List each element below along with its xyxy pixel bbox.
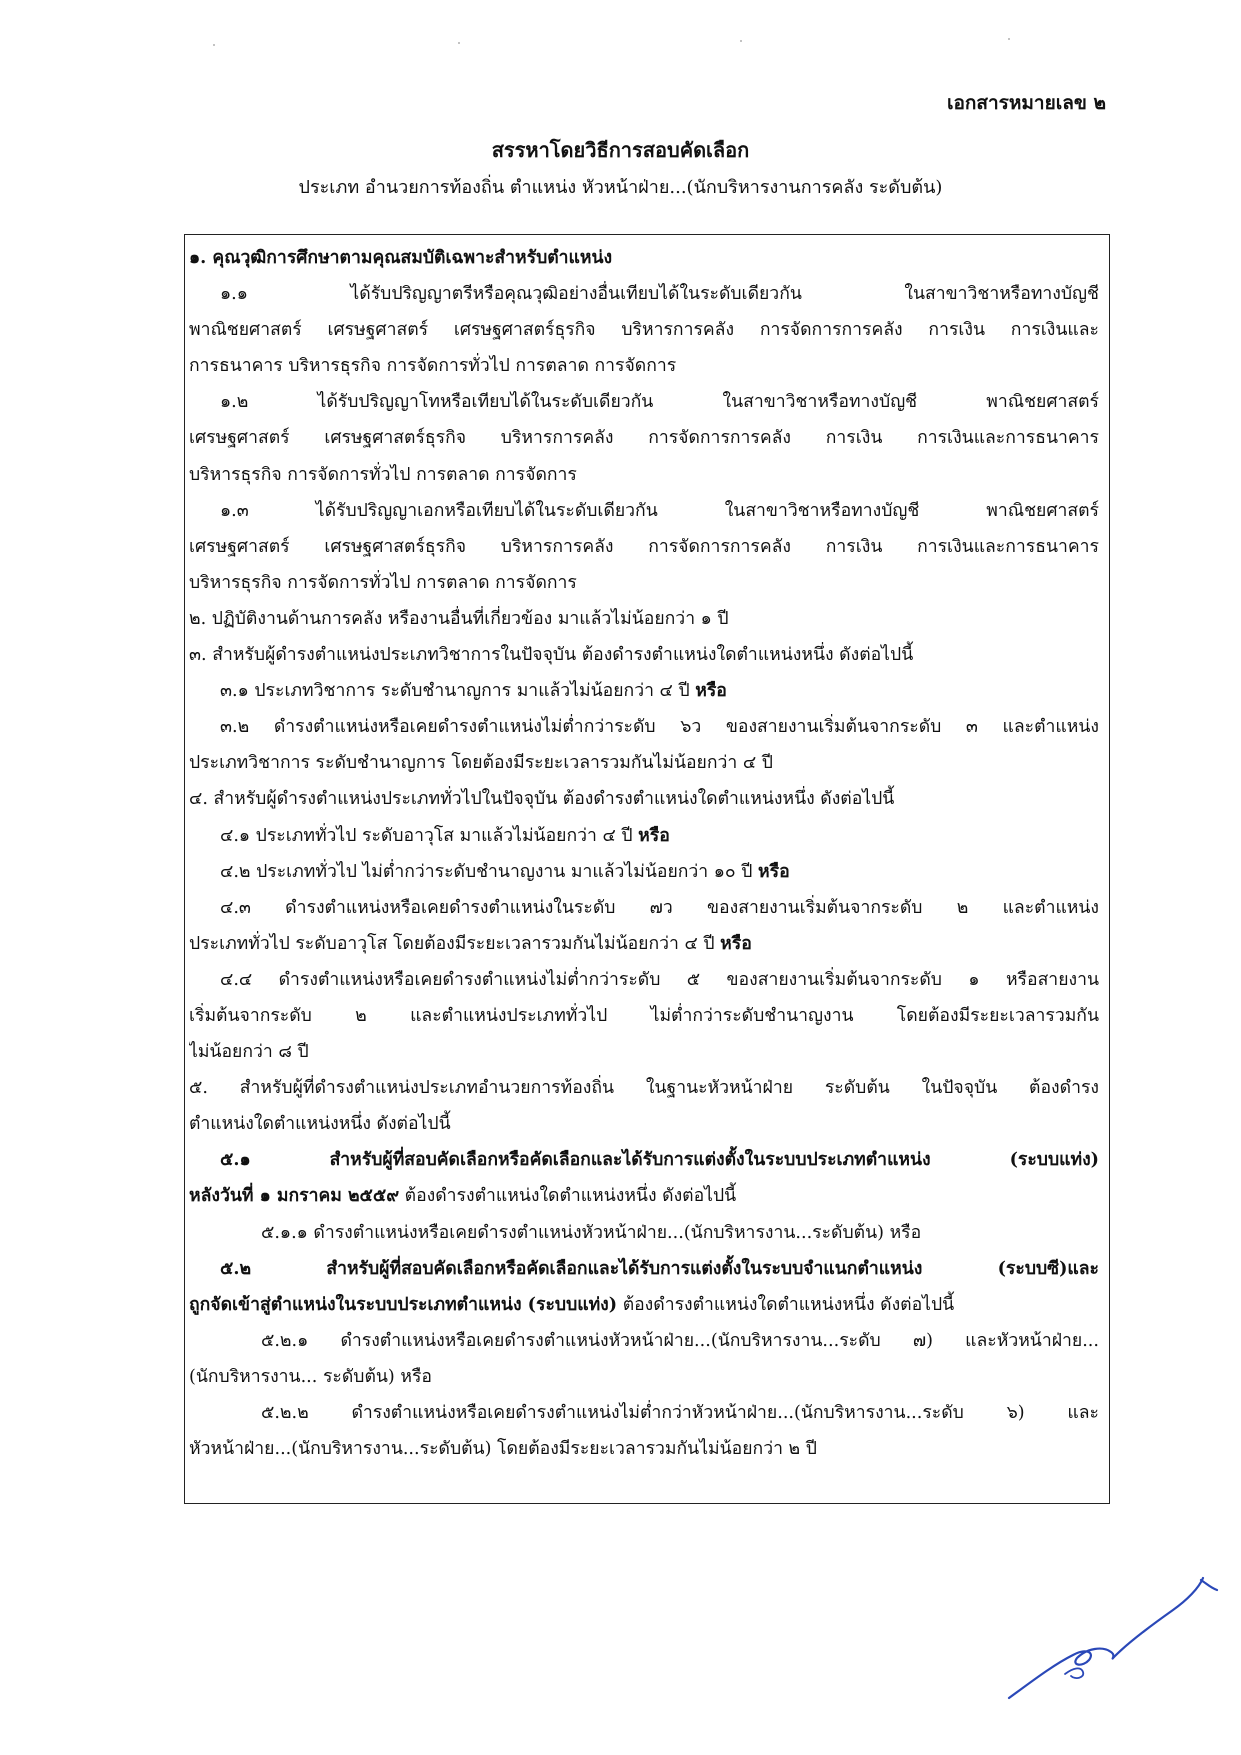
item-4-4-line-3: ไม่น้อยกว่า ๘ ปี: [189, 1042, 309, 1063]
item-1-2-line-2: เศรษฐศาสตร์ เศรษฐศาสตร์ธุรกิจ บริหารการคลัง การจัดการการคลัง การเงิน การเงินและการธนาคาร: [189, 428, 1099, 449]
section-2: ๒. ปฏิบัติงานด้านการคลัง หรืองานอื่นที่เกี่ยวข้อง มาแล้วไม่น้อยกว่า ๑ ปี: [189, 608, 729, 629]
item-5-2-1-line-2: (นักบริหารงาน... ระดับต้น) หรือ: [189, 1366, 432, 1387]
page-title: สรรหาโดยวิธีการสอบคัดเลือก: [491, 138, 750, 162]
qualification-list: [189, 240, 1099, 1467]
section-3-heading: ๓. สำหรับผู้ดำรงตำแหน่งประเภทวิชาการในปัจจุบัน ต้องดำรงตำแหน่งใดตำแหน่งหนึ่ง ดังต่อไปนี้: [189, 645, 914, 666]
or-keyword: หรือ: [720, 932, 752, 954]
item-4-3-line-1: ๔.๓ ดำรงตำแหน่งหรือเคยดำรงตำแหน่งในระดับ ๗ว ของสายงานเริ่มต้นจากระดับ ๒ และตำแหน่ง: [220, 897, 1099, 918]
item-5-1-1: ๕.๑.๑ ดำรงตำแหน่งหรือเคยดำรงตำแหน่งหัวหน้าฝ่าย...(นักบริหารงาน...ระดับต้น) หรือ: [261, 1222, 922, 1243]
item-3-1: ๓.๑ ประเภทวิชาการ ระดับชำนาญการ มาแล้วไม่น้อยกว่า ๔ ปี หรือ: [220, 680, 727, 702]
item-1-1-line-3: การธนาคาร บริหารธุรกิจ การจัดการทั่วไป การตลาด การจัดการ: [189, 356, 677, 377]
item-5-2-1-line-1: ๕.๒.๑ ดำรงตำแหน่งหรือเคยดำรงตำแหน่งหัวหน้าฝ่าย...(นักบริหารงาน...ระดับ ๗) และหัวหน้าฝ่าย...: [261, 1330, 1099, 1351]
item-5-1-line-2: หลังวันที่ ๑ มกราคม ๒๕๕๙ ต้องดำรงตำแหน่งใดตำแหน่งหนึ่ง ดังต่อไปนี้: [189, 1185, 737, 1207]
item-1-2-line-3: บริหารธุรกิจ การจัดการทั่วไป การตลาด การจัดการ: [189, 464, 577, 485]
item-1-3-line-2: เศรษฐศาสตร์ เศรษฐศาสตร์ธุรกิจ บริหารการคลัง การจัดการการคลัง การเงิน การเงินและการธนาคาร: [189, 536, 1099, 557]
page-subtitle: ประเภท อำนวยการท้องถิ่น ตำแหน่ง หัวหน้าฝ่าย...(นักบริหารงานการคลัง ระดับต้น): [298, 177, 943, 198]
item-5-2-line-2: ถูกจัดเข้าสู่ตำแหน่งในระบบประเภทตำแหน่ง (ระบบแท่ง) ต้องดำรงตำแหน่งใดตำแหน่งหนึ่ง ดังต่อไปนี้: [189, 1293, 955, 1315]
item-1-1-line-2: พาณิชยศาสตร์ เศรษฐศาสตร์ เศรษฐศาสตร์ธุรกิจ บริหารการคลัง การจัดการการคลัง การเงิน การเงินและ: [189, 320, 1099, 341]
section-5-heading-line-1: ๕. สำหรับผู้ที่ดำรงตำแหน่งประเภทอำนวยการท้องถิ่น ในฐานะหัวหน้าฝ่าย ระดับต้น ในปัจจุบัน ต้องดำรง: [189, 1078, 1099, 1099]
item-3-2-line-2: ประเภทวิชาการ ระดับชำนาญการ โดยต้องมีระยะเวลารวมกันไม่น้อยกว่า ๔ ปี: [189, 753, 773, 774]
document-number: เอกสารหมายเลข ๒: [947, 92, 1106, 114]
item-4-2: ๔.๒ ประเภททั่วไป ไม่ต่ำกว่าระดับชำนาญงาน มาแล้วไม่น้อยกว่า ๑๐ ปี หรือ: [220, 860, 790, 882]
or-keyword: หรือ: [758, 860, 790, 882]
item-4-4-line-2: เริ่มต้นจากระดับ ๒ และตำแหน่งประเภททั่วไป ไม่ต่ำกว่าระดับชำนาญงาน โดยต้องมีระยะเวลารวมกัน: [189, 1005, 1099, 1026]
signature-mark: [991, 1570, 1221, 1710]
item-5-2-2-line-1: ๕.๒.๒ ดำรงตำแหน่งหรือเคยดำรงตำแหน่งไม่ต่ำกว่าหัวหน้าฝ่าย...(นักบริหารงาน...ระดับ ๖) และ: [261, 1403, 1099, 1423]
item-3-2-line-1: ๓.๒ ดำรงตำแหน่งหรือเคยดำรงตำแหน่งไม่ต่ำกว่าระดับ ๖ว ของสายงานเริ่มต้นจากระดับ ๓ และตำแหน่ง: [220, 717, 1099, 738]
or-keyword: หรือ: [638, 824, 670, 846]
item-5-1-line-1: ๕.๑ สำหรับผู้ที่สอบคัดเลือกหรือคัดเลือกและได้รับการแต่งตั้งในระบบประเภทตำแหน่ง (ระบบแท่ง): [220, 1149, 1099, 1171]
item-5-2-2-line-2: หัวหน้าฝ่าย...(นักบริหารงาน...ระดับต้น) โดยต้องมีระยะเวลารวมกันไม่น้อยกว่า ๒ ปี: [189, 1439, 817, 1460]
item-4-3-line-2: ประเภททั่วไป ระดับอาวุโส โดยต้องมีระยะเวลารวมกันไม่น้อยกว่า ๔ ปี หรือ: [189, 932, 752, 954]
item-4-4-line-1: ๔.๔ ดำรงตำแหน่งหรือเคยดำรงตำแหน่งไม่ต่ำกว่าระดับ ๕ ของสายงานเริ่มต้นจากระดับ ๑ หรือสายงาน: [220, 969, 1099, 990]
item-1-1-line-1: ๑.๑ ได้รับปริญญาตรีหรือคุณวุฒิอย่างอื่นเทียบได้ในระดับเดียวกัน ในสาขาวิชาหรือทางบัญชี: [220, 284, 1099, 305]
section-4-heading: ๔. สำหรับผู้ดำรงตำแหน่งประเภททั่วไปในปัจจุบัน ต้องดำรงตำแหน่งใดตำแหน่งหนึ่ง ดังต่อไปนี้: [189, 789, 895, 810]
item-5-2-line-1: ๕.๒ สำหรับผู้ที่สอบคัดเลือกหรือคัดเลือกและได้รับการแต่งตั้งในระบบจำแนกตำแหน่ง (ระบบซี)และ: [220, 1257, 1099, 1279]
item-4-1: ๔.๑ ประเภททั่วไป ระดับอาวุโส มาแล้วไม่น้อยกว่า ๔ ปี หรือ: [220, 824, 670, 846]
item-1-3-line-3: บริหารธุรกิจ การจัดการทั่วไป การตลาด การจัดการ: [189, 572, 577, 593]
section-1-heading: ๑. คุณวุฒิการศึกษาตามคุณสมบัติเฉพาะสำหรับตำแหน่ง: [189, 247, 613, 268]
section-5-heading-line-2: ตำแหน่งใดตำแหน่งหนึ่ง ดังต่อไปนี้: [189, 1114, 451, 1135]
or-keyword: หรือ: [695, 680, 727, 702]
item-1-2-line-1: ๑.๒ ได้รับปริญญาโทหรือเทียบได้ในระดับเดียวกัน ในสาขาวิชาหรือทางบัญชี พาณิชยศาสตร์: [220, 392, 1099, 413]
item-1-3-line-1: ๑.๓ ได้รับปริญญาเอกหรือเทียบได้ในระดับเดียวกัน ในสาขาวิชาหรือทางบัญชี พาณิชยศาสตร์: [220, 500, 1099, 521]
